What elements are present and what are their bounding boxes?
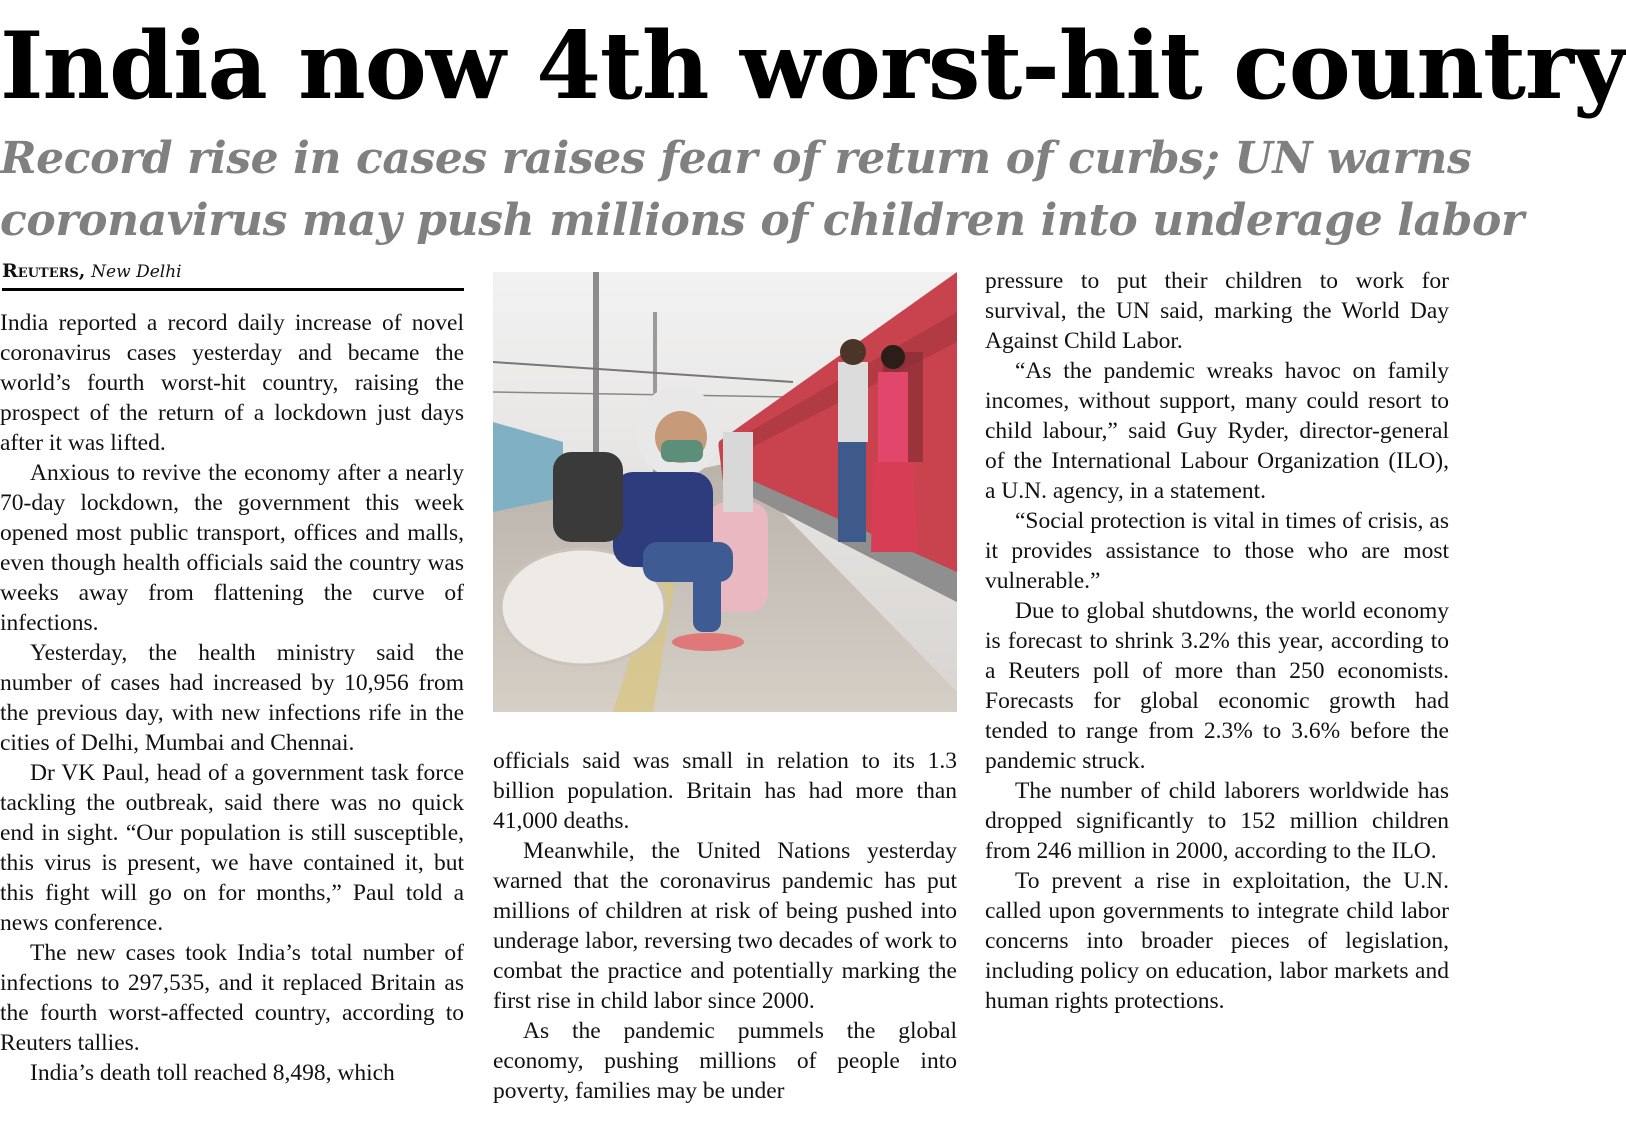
- paragraph: Due to global shutdowns, the world economy is forecast to shrink 3.2% this year, according to a Reuters poll of more than 250 economists. Forecasts for global economic growth had tended to range from 2.3% to 3.6% before the pandemic struck.: [985, 598, 1449, 774]
- paragraph: “Social protection is vital in times of crisis, as it provides assistance to those who are most vulnerable.”: [985, 508, 1449, 594]
- paragraph: pressure to put their children to work for survival, the UN said, marking the World Day Against Child Labor.: [985, 268, 1449, 354]
- photo-illustration: [493, 272, 957, 712]
- byline-place: New Delhi: [91, 262, 182, 282]
- subheadline-line-1: Record rise in cases raises fear of return of curbs; UN warns: [0, 133, 1472, 184]
- paragraph: Meanwhile, the United Nations yesterday warned that the coronavirus pandemic has put millions of children at risk of being pushed into underage labor, reversing two decades of work to combat the practice and potentially marking the first rise in child labor since 2000.: [493, 838, 957, 1014]
- paragraph: “As the pandemic wreaks havoc on family incomes, without support, many could resort to child labour,” said Guy Ryder, director-general of the International Labour Organization (ILO), a U.N. agency, in a statement.: [985, 358, 1449, 504]
- byline: [2, 258, 464, 291]
- paragraph: officials said was small in relation to its 1.3 billion population. Britain has had more than 41,000 deaths.: [493, 748, 957, 834]
- article-column-3: [985, 266, 1449, 1016]
- paragraph: The new cases took India’s total number of infections to 297,535, and it replaced Britain as the fourth worst-affected country, according to Reuters tallies.: [0, 940, 464, 1056]
- paragraph: The number of child laborers worldwide has dropped significantly to 152 million children from 246 million in 2000, according to the ILO.: [985, 778, 1449, 864]
- headline: India now 4th worst-hit country: [0, 11, 1626, 120]
- paragraph: Yesterday, the health ministry said the number of cases had increased by 10,956 from the previous day, with new infections rife in the cities of Delhi, Mumbai and Chennai.: [0, 640, 464, 756]
- article-column-2: [493, 746, 957, 1106]
- subheadline: [0, 128, 1524, 252]
- news-photo: [493, 272, 957, 712]
- subheadline-line-2: coronavirus may push millions of children into underage labor: [0, 195, 1524, 246]
- byline-agency: Reuters,: [2, 260, 86, 282]
- paragraph: Dr VK Paul, head of a government task force tackling the outbreak, said there was no quick end in sight. “Our population is still susceptible, this virus is present, we have contained it, but this fight will go on for months,” Paul told a news conference.: [0, 760, 464, 936]
- paragraph: India reported a record daily increase of novel coronavirus cases yesterday and became the world’s fourth worst-hit country, raising the prospect of the return of a lockdown just days after it was lifted.: [0, 310, 464, 456]
- paragraph: Anxious to revive the economy after a nearly 70-day lockdown, the government this week opened most public transport, offices and malls, even though health officials said the country was weeks away from flattening the curve of infections.: [0, 460, 464, 636]
- paragraph: As the pandemic pummels the global economy, pushing millions of people into poverty, families may be under: [493, 1018, 957, 1104]
- article-column-1: [0, 308, 464, 1088]
- paragraph: To prevent a rise in exploitation, the U.N. called upon governments to integrate child labor concerns into broader pieces of legislation, including policy on education, labor markets and human rights protections.: [985, 868, 1449, 1014]
- paragraph: India’s death toll reached 8,498, which: [30, 1060, 395, 1086]
